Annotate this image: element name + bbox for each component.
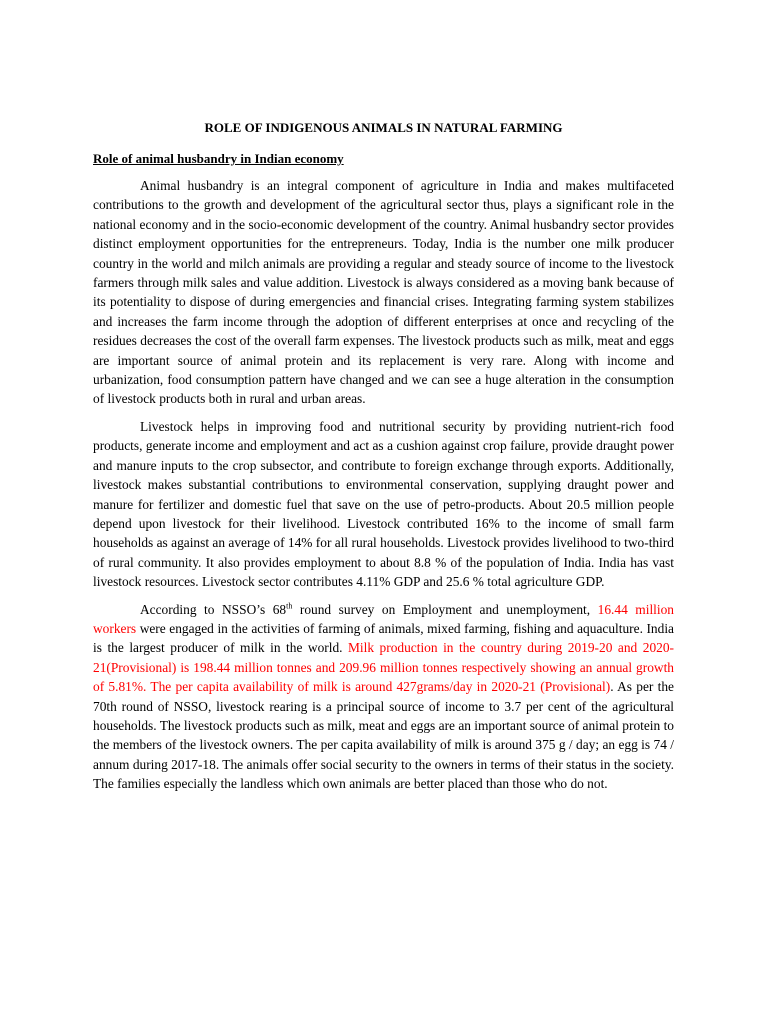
document-title: ROLE OF INDIGENOUS ANIMALS IN NATURAL FARMING [204,120,563,135]
highlight-workers: 16.44 million workers [93,601,674,636]
paragraph-3 [93,600,674,794]
paragraph-3-text-b: round survey on Employment and unemployment, [292,601,598,617]
superscript-th: th [286,601,293,611]
document-page [93,118,674,802]
paragraph-3-text-c: were engaged in the activities of farming of animals, mixed farming, fishing and aquaculture. India is the largest producer of milk in the world. [93,620,674,656]
paragraph-2: Livestock helps in improving food and nutritional security by providing nutrient-rich food products, generate income and employment and act as a cushion against crop failure, provide draught power and manure inputs to the crop subsector, and contribute to foreign exchange through exports. Additionally, livestock makes substantial contributions to environmental conservation, supplying draught power and manure for fertilizer and domestic fuel that save on the use of petro-products. About 20.5 million people depend upon livestock for their livelihood. Livestock contributed 16% to the income of small farm households as against an average of 14% for all rural households. Livestock provides livelihood to two-third of rural community. It also provides employment to about 8.8 % of the population of India. India has vast livestock resources. Livestock sector contributes 4.11% GDP and 25.6 % total agriculture GDP. [93,418,674,590]
highlight-milk-production: Milk production in the country during 2019-20 and 2020-21(Provisional) is 198.44 million tonnes and 209.96 million tonnes respectively showing an annual growth of 5.81%. The per capita availability of milk is around 427grams/day in 2020-21 (Provisional) [93,640,674,695]
paragraph-1: Animal husbandry is an integral component of agriculture in India and makes multifaceted contributions to the growth and development of the agricultural sector thus, plays a significant role in the national economy and in the socio-economic development of the country. Animal husbandry sector provides distinct employment opportunities for the entrepreneurs. Today, India is the number one milk producer country in the world and milch animals are providing a regular and steady source of income to the livestock farmers through milk sales and value addition. Livestock is always considered as a moving bank because of its potentiality to dispose of during emergencies and financial crises. Integrating farming system stabilizes and increases the farm income through the adoption of different enterprises at once and recycling of the residues decreases the cost of the overall farm expenses. The livestock products such as milk, meat and eggs are important source of animal protein and its replacement is very rare. Along with income and urbanization, food consumption pattern have changed and we can see a huge alteration in the consumption of livestock products both in rural and urban areas. [93,178,674,407]
paragraph-3-text-d: . As per the 70th round of NSSO, livestock rearing is a principal source of income to 3.7 per cent of the agricultural households. The livestock products such as milk, meat and eggs are an important source of animal protein to the members of the livestock owners. The per capita availability of milk is around 375 g / day; an egg is 74 / annum during 2017-18. The animals offer social security to the owners in terms of their status in the society. The families especially the landless which own animals are better placed than those who do not. [93,679,674,792]
section-heading: Role of animal husbandry in Indian economy [93,151,344,166]
paragraph-3-text-a: According to NSSO’s 68 [140,601,287,617]
